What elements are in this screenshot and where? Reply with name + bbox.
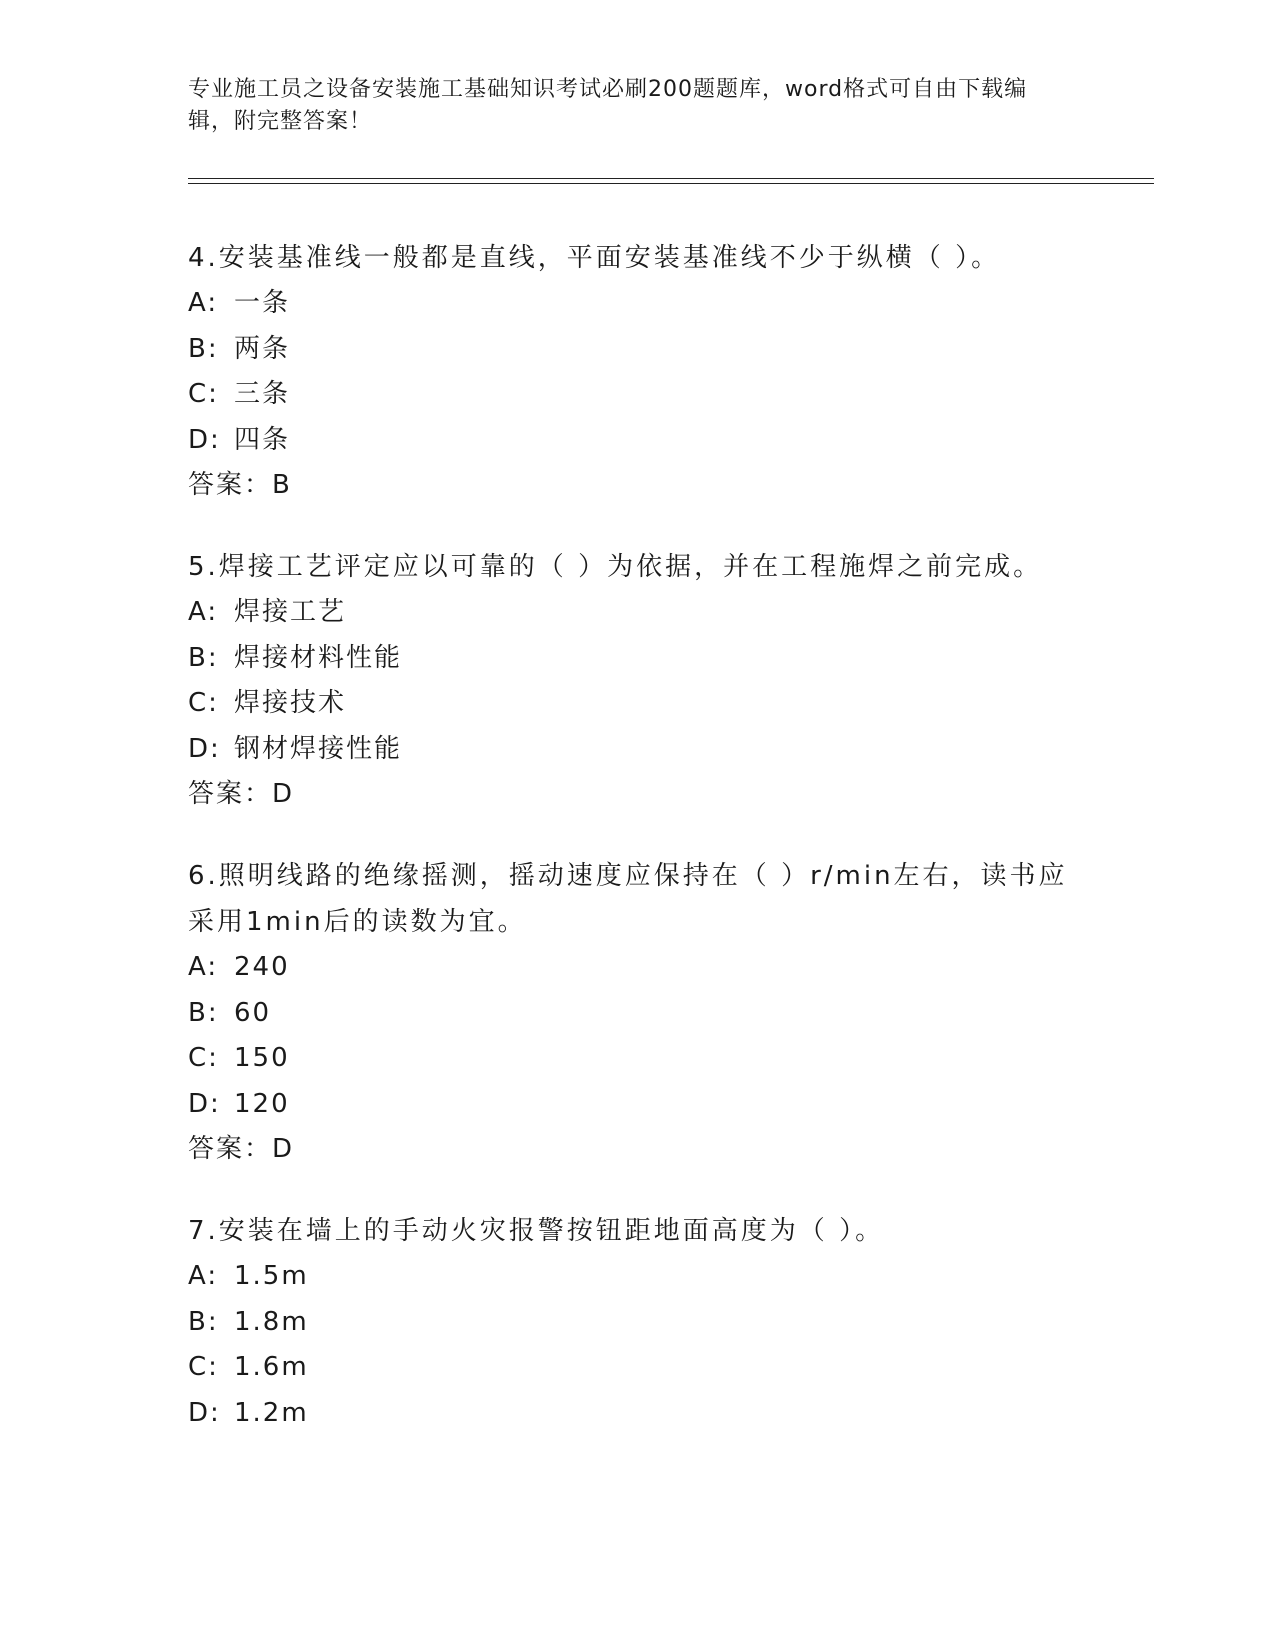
option-letter: C: [188,1352,219,1382]
option-d [188,1391,1088,1437]
option-d [188,418,1088,464]
option-c [188,1345,1088,1391]
option-c [188,372,1088,418]
option-letter: A: [188,952,219,982]
option-letter: D: [188,424,221,455]
option-b [188,1300,1088,1346]
option-text: 1.8m [234,1306,309,1337]
option-letter: D: [188,1088,221,1119]
option-letter: C: [188,688,219,718]
option-a [188,590,1088,636]
option-text: 焊接技术 [234,688,347,718]
option-text: 1.2m [234,1397,309,1428]
option-a [188,1254,1088,1300]
question-text: 5.焊接工艺评定应以可靠的（ ）为依据，并在工程施焊之前完成。 [188,552,1043,582]
option-a [188,945,1088,991]
option-text: 60 [234,997,272,1028]
question-7 [188,1208,1088,1436]
option-text: 1.6m [234,1352,309,1382]
option-text: 120 [234,1088,290,1119]
header-rule-bottom [188,183,1154,184]
document-header: 专业施工员之设备安装施工基础知识考试必刷200题题库，word格式可自由下载编辑，附完整答案！ [188,77,1028,134]
answer-label: 答案：D [188,779,295,809]
question-text: 6.照明线路的绝缘摇测，摇动速度应保持在（ ）r/min左右，读书应采用1min后的读数为宜。 [188,861,1068,937]
option-text: 四条 [234,424,291,455]
option-letter: A: [188,1261,219,1291]
question-text: 7.安装在墙上的手动火灾报警按钮距地面高度为（ ）。 [188,1216,885,1246]
question-list [188,235,1088,1472]
option-d [188,1082,1088,1128]
option-text: 三条 [234,379,291,409]
option-letter: C: [188,1043,219,1073]
option-b [188,327,1088,373]
header-rule-top [188,178,1154,179]
option-letter: B: [188,997,219,1028]
option-d [188,727,1088,773]
question-6 [188,853,1088,1172]
option-text: 一条 [234,288,291,318]
option-letter: B: [188,333,219,364]
option-letter: D: [188,1397,221,1428]
answer-label: 答案：B [188,470,292,500]
question-text: 4.安装基准线一般都是直线，平面安装基准线不少于纵横（ ）。 [188,243,1001,273]
option-letter: C: [188,379,219,409]
option-text: 焊接材料性能 [234,642,403,673]
option-letter: D: [188,733,221,764]
answer-label: 答案：D [188,1134,295,1164]
option-letter: B: [188,642,219,673]
option-text: 焊接工艺 [234,597,347,627]
question-4 [188,235,1088,508]
option-text: 240 [234,952,290,982]
option-letter: A: [188,597,219,627]
option-c [188,1036,1088,1082]
option-text: 1.5m [234,1261,309,1291]
option-letter: A: [188,288,219,318]
option-a [188,281,1088,327]
question-5 [188,544,1088,817]
option-c [188,681,1088,727]
option-text: 150 [234,1043,290,1073]
option-b [188,991,1088,1037]
option-letter: B: [188,1306,219,1337]
option-text: 两条 [234,333,291,364]
option-text: 钢材焊接性能 [234,733,403,764]
option-b [188,636,1088,682]
